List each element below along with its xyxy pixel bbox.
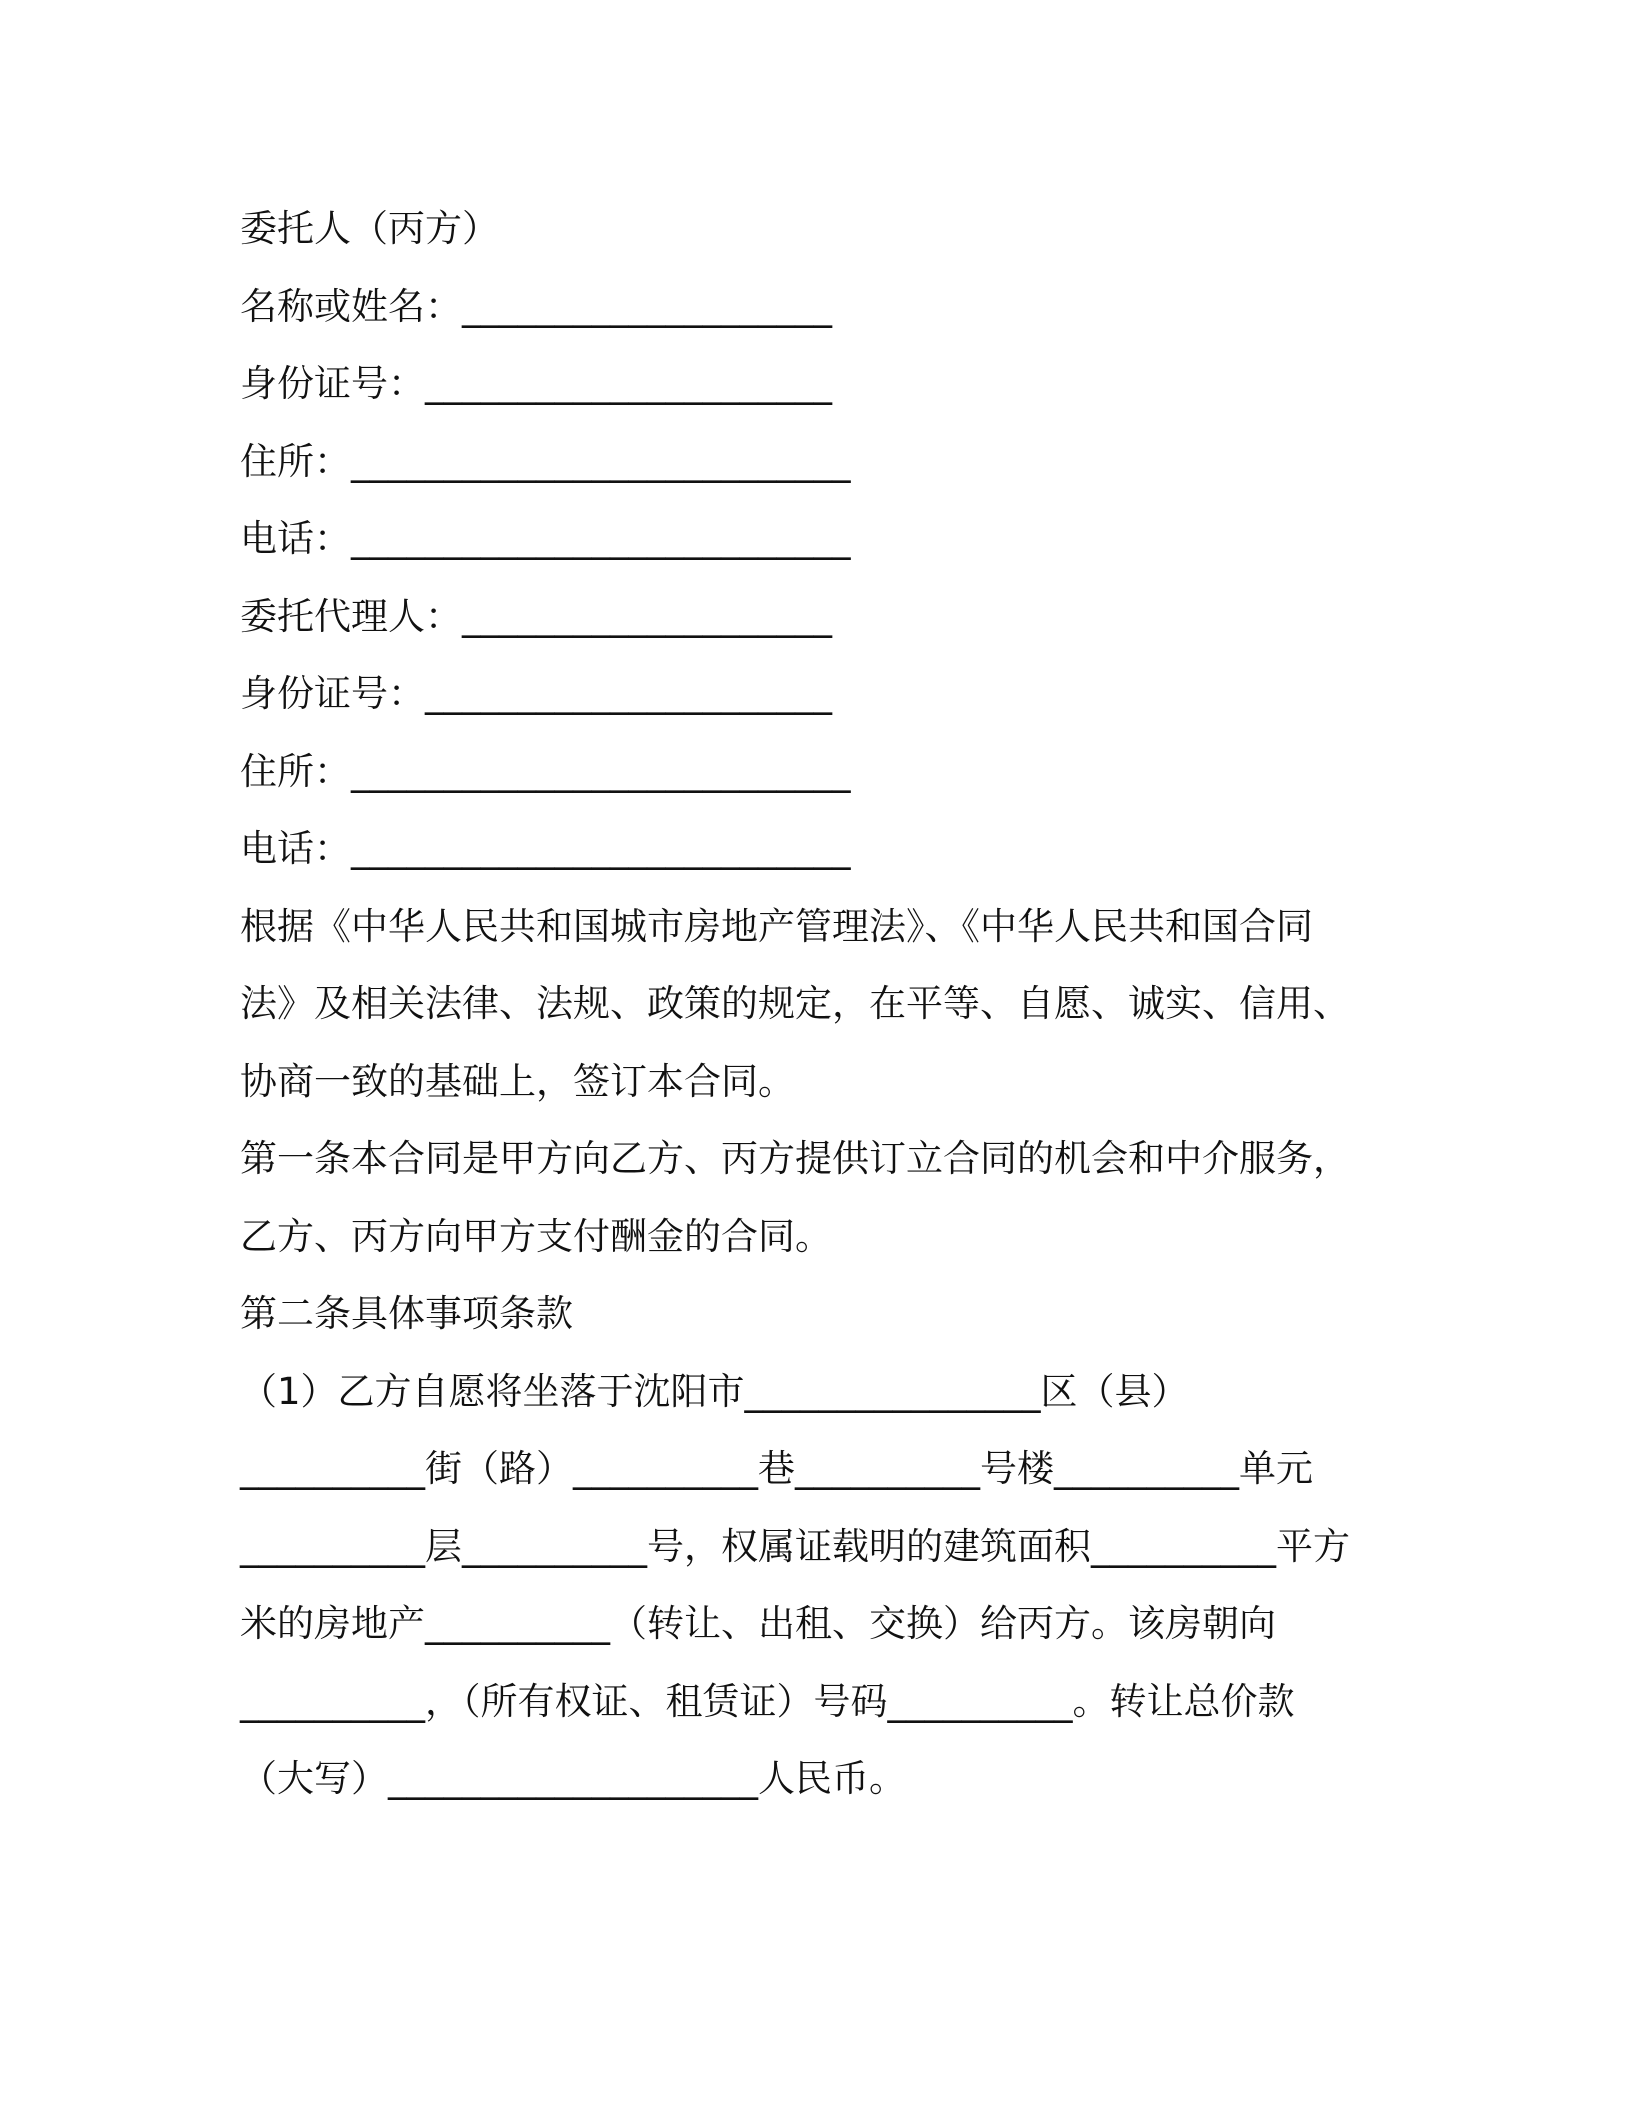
clause-1-line-3: __________层__________号，权属证载明的建筑面积__________平方 [240, 1524, 1350, 1568]
clause-1-line-4: 米的房地产__________（转让、出租、交换）给丙方。该房朝向 [240, 1602, 1276, 1645]
section-heading-client: 委托人（丙方） [240, 207, 499, 250]
field-agent-id-number: 身份证号：______________________ [240, 672, 832, 715]
paragraph-basis-line-2: 法》及相关法律、法规、政策的规定，在平等、自愿、诚实、信用、 [240, 982, 1350, 1025]
clause-1-line-6: （大写）____________________人民币。 [240, 1757, 906, 1800]
field-id-number: 身份证号：______________________ [240, 362, 832, 405]
clause-1-line-5: __________，（所有权证、租赁证）号码__________。转让总价款 [240, 1679, 1295, 1723]
field-agent: 委托代理人：____________________ [240, 594, 832, 638]
clause-1-line-1: （1）乙方自愿将坐落于沈阳市________________区（县） [240, 1369, 1189, 1413]
article-1-line-1: 第一条本合同是甲方向乙方、丙方提供订立合同的机会和中介服务， [240, 1137, 1350, 1180]
paragraph-basis-line-3: 协商一致的基础上，签订本合同。 [240, 1059, 795, 1103]
field-phone: 电话：___________________________ [240, 517, 851, 560]
field-address: 住所：___________________________ [240, 439, 851, 483]
paragraph-basis-line-1: 根据《中华人民共和国城市房地产管理法》、《中华人民共和国合同 [240, 904, 1313, 948]
field-name: 名称或姓名：____________________ [240, 284, 832, 328]
field-agent-address: 住所：___________________________ [240, 749, 851, 793]
clause-1-line-2: __________街（路）__________巷__________号楼__________单元 [240, 1447, 1313, 1490]
article-1-line-2: 乙方、丙方向甲方支付酬金的合同。 [240, 1214, 832, 1258]
article-2-heading: 第二条具体事项条款 [240, 1292, 573, 1335]
document-body [240, 190, 1380, 1818]
field-agent-phone: 电话：___________________________ [240, 827, 851, 870]
